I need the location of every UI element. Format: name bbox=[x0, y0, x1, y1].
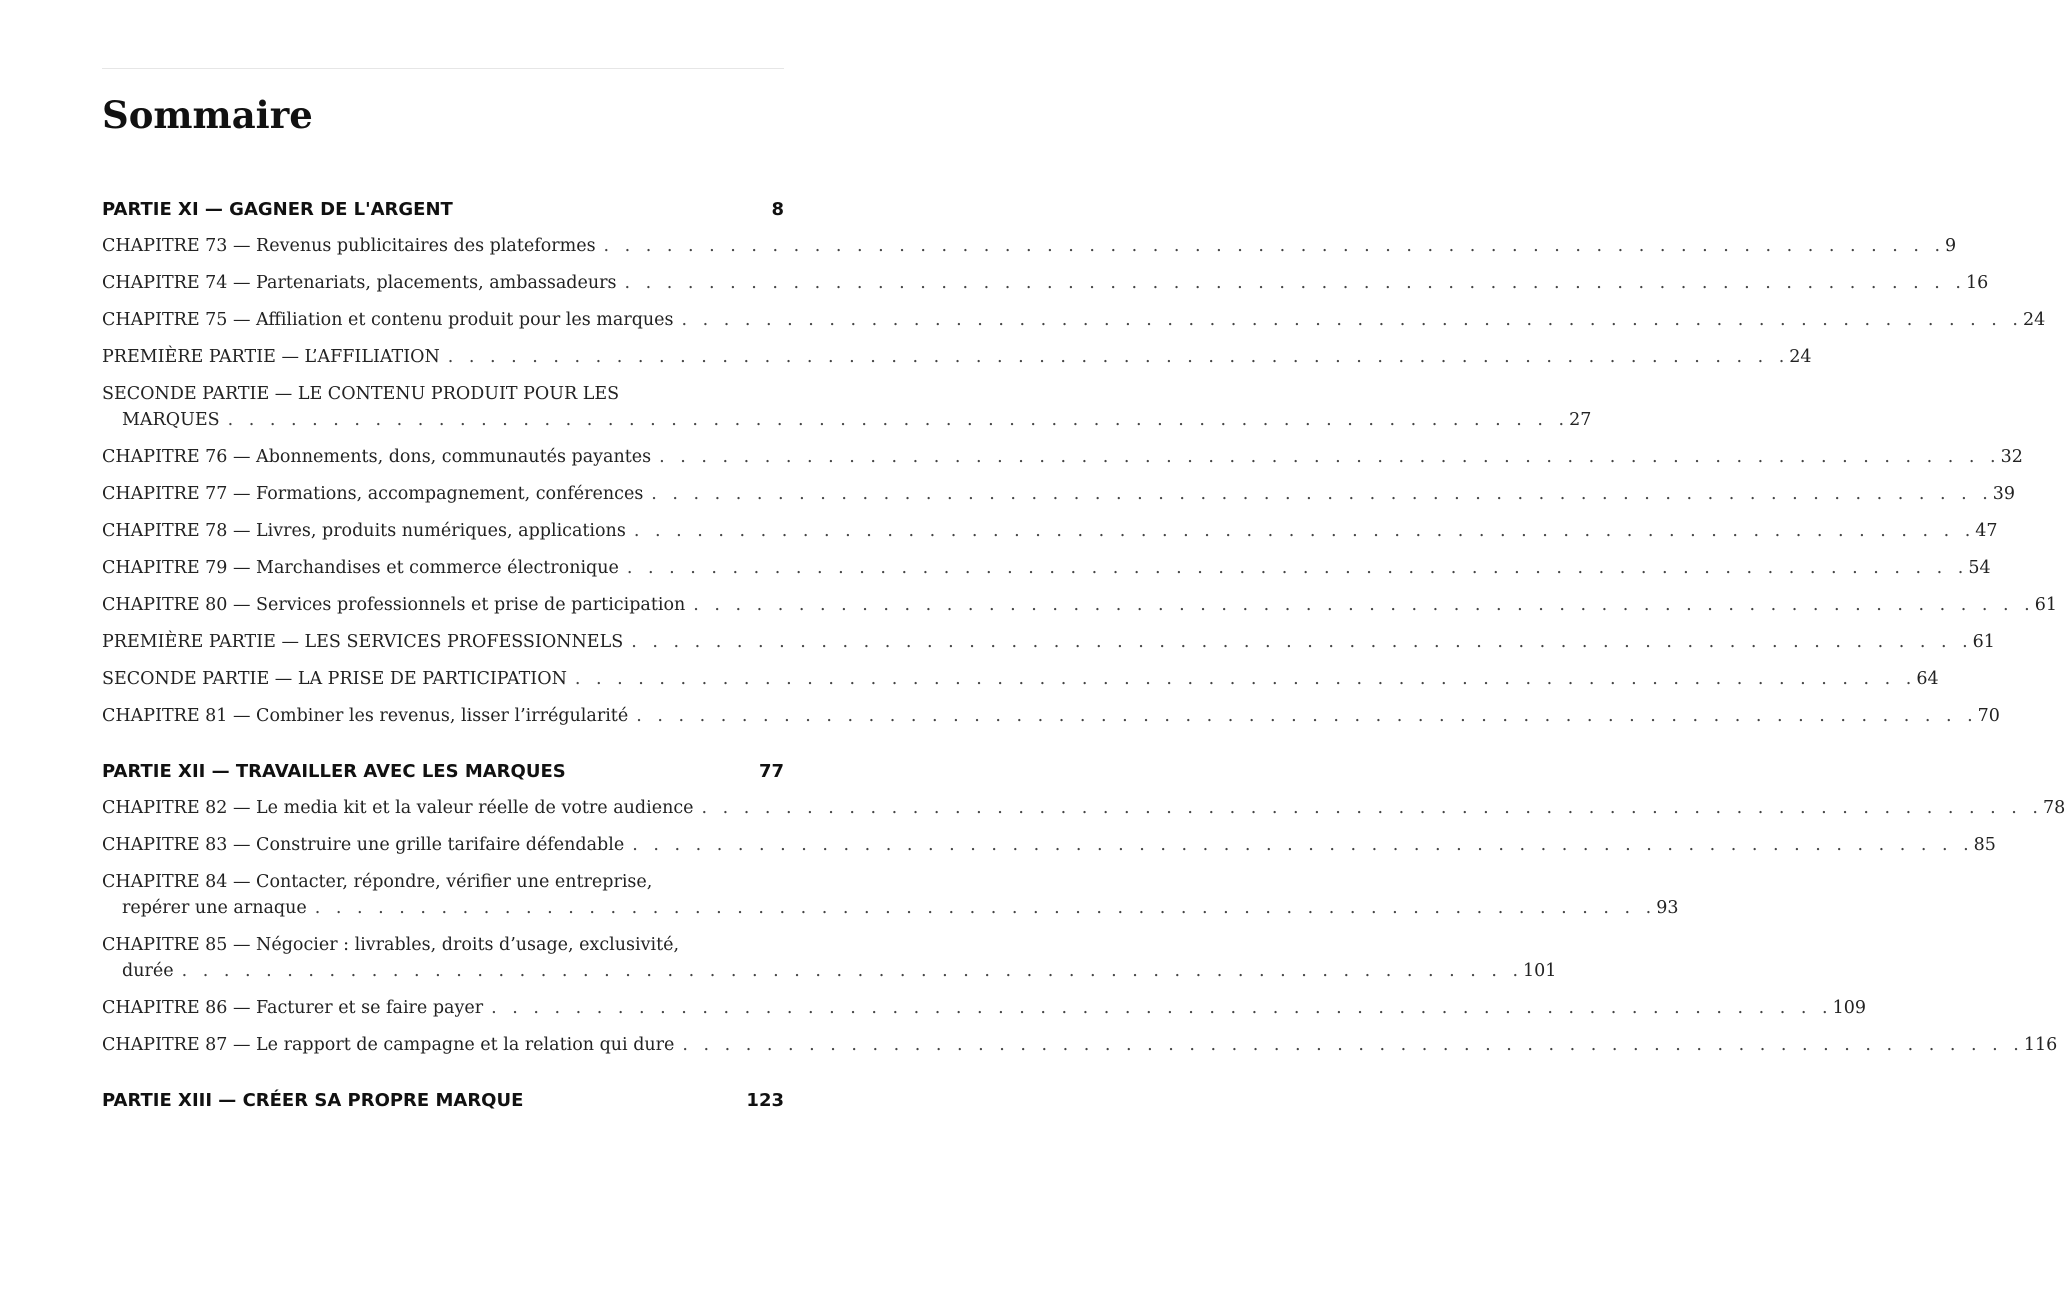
toc-entry-line bbox=[102, 592, 2058, 618]
toc-entry-page: 54 bbox=[1968, 558, 1991, 578]
dot-leader: . . . . . . . . . . . . . . . . . . . . . . . . . . . . . . . . . . . . . . . . . . . . . . . . . . . . . . . . . . . . . . . . bbox=[682, 1035, 2024, 1055]
toc-entry[interactable] bbox=[102, 307, 2046, 333]
toc-entry-page: 39 bbox=[1992, 484, 2016, 504]
toc-entry[interactable] bbox=[102, 555, 1991, 581]
toc-part-title: PARTIE XI — GAGNER DE L'ARGENT bbox=[102, 199, 453, 220]
dot-leader: . . . . . . . . . . . . . . . . . . . . . . . . . . . . . . . . . . . . . . . . . . . . . . . . . . . . . . . . . . . . . . . . bbox=[603, 236, 1946, 256]
dot-leader: . . . . . . . . . . . . . . . . . . . . . . . . . . . . . . . . . . . . . . . . . . . . . . . . . . . . . . . . . . . . . . . . bbox=[181, 961, 1524, 981]
toc-entry[interactable] bbox=[102, 381, 1592, 433]
toc-entry[interactable] bbox=[102, 629, 1995, 655]
toc-entry[interactable] bbox=[102, 592, 2058, 618]
dot-leader: . . . . . . . . . . . . . . . . . . . . . . . . . . . . . . . . . . . . . . . . . . . . . . . . . . . . . . . . . . . . . . . . bbox=[447, 347, 1790, 367]
toc-entry-page: 16 bbox=[1965, 273, 1989, 293]
toc-entry-line bbox=[102, 407, 1592, 433]
toc-entry-page: 93 bbox=[1656, 898, 1679, 918]
dot-leader: . . . . . . . . . . . . . . . . . . . . . . . . . . . . . . . . . . . . . . . . . . . . . . . . . . . . . . . . . . . . . . . . bbox=[574, 669, 1917, 689]
toc-entry-label: CHAPITRE 82 — Le media kit et la valeur réelle de votre audience bbox=[102, 798, 694, 818]
dot-leader: . . . . . . . . . . . . . . . . . . . . . . . . . . . . . . . . . . . . . . . . . . . . . . . . . . . . . . . . . . . . . . . . bbox=[651, 484, 1993, 504]
toc-entry-line bbox=[102, 1032, 2058, 1058]
dot-leader: . . . . . . . . . . . . . . . . . . . . . . . . . . . . . . . . . . . . . . . . . . . . . . . . . . . . . . . . . . . . . . . . bbox=[693, 595, 2035, 615]
toc-entry-page: 101 bbox=[1523, 961, 1557, 981]
toc-entry-page: 61 bbox=[2034, 595, 2058, 615]
toc-entry-line bbox=[102, 932, 784, 958]
toc-entry[interactable] bbox=[102, 932, 1557, 984]
toc-entry-label: CHAPITRE 81 — Combiner les revenus, lisser l’irrégularité bbox=[102, 706, 629, 726]
table-of-contents bbox=[102, 196, 2065, 1124]
toc-part-title: PARTIE XIII — CRÉER SA PROPRE MARQUE bbox=[102, 1090, 524, 1111]
toc-entry-line bbox=[102, 518, 1998, 544]
toc-entry-page: 24 bbox=[1789, 347, 1812, 367]
toc-entry-line bbox=[102, 869, 784, 895]
toc-entry-label: CHAPITRE 80 — Services professionnels et prise de participation bbox=[102, 595, 686, 615]
toc-entry-line bbox=[102, 995, 1866, 1021]
toc-entry-label: CHAPITRE 87 — Le rapport de campagne et la relation qui dure bbox=[102, 1035, 675, 1055]
toc-entry-line bbox=[102, 555, 1991, 581]
toc-entry[interactable] bbox=[102, 832, 1996, 858]
toc-entry-label: PREMIÈRE PARTIE — L’AFFILIATION bbox=[102, 347, 440, 367]
toc-entry-label: CHAPITRE 74 — Partenariats, placements, ambassadeurs bbox=[102, 273, 617, 293]
toc-entry[interactable] bbox=[102, 344, 1812, 370]
toc-entry[interactable] bbox=[102, 995, 1866, 1021]
toc-part-page: 8 bbox=[771, 199, 784, 220]
dot-leader: . . . . . . . . . . . . . . . . . . . . . . . . . . . . . . . . . . . . . . . . . . . . . . . . . . . . . . . . . . . . . . . . bbox=[631, 632, 1973, 652]
toc-entry[interactable] bbox=[102, 481, 2016, 507]
toc-entry-page: 78 bbox=[2042, 798, 2065, 818]
toc-entry-label: SECONDE PARTIE — LE CONTENU PRODUIT POUR LES bbox=[102, 384, 620, 404]
toc-part-heading[interactable] bbox=[102, 196, 784, 224]
toc-entry-label: CHAPITRE 86 — Facturer et se faire payer bbox=[102, 998, 484, 1018]
toc-entry-line bbox=[102, 666, 1939, 692]
dot-leader: . . . . . . . . . . . . . . . . . . . . . . . . . . . . . . . . . . . . . . . . . . . . . . . . . . . . . . . . . . . . . . . . bbox=[626, 558, 1969, 578]
toc-entry-label-continued: durée bbox=[122, 961, 174, 981]
toc-entry-line bbox=[102, 703, 2000, 729]
toc-entry-line bbox=[102, 444, 2023, 470]
toc-entry-line bbox=[102, 958, 1557, 984]
toc-entry-page: 64 bbox=[1916, 669, 1939, 689]
dot-leader: . . . . . . . . . . . . . . . . . . . . . . . . . . . . . . . . . . . . . . . . . . . . . . . . . . . . . . . . . . . . . . . . bbox=[681, 310, 2023, 330]
dot-leader: . . . . . . . . . . . . . . . . . . . . . . . . . . . . . . . . . . . . . . . . . . . . . . . . . . . . . . . . . . . . . . . . bbox=[636, 706, 1978, 726]
toc-entry-label: CHAPITRE 77 — Formations, accompagnement, conférences bbox=[102, 484, 644, 504]
toc-entry-label: CHAPITRE 84 — Contacter, répondre, vérifier une entreprise, bbox=[102, 872, 653, 892]
toc-entry[interactable] bbox=[102, 869, 1679, 921]
toc-entry[interactable] bbox=[102, 270, 1989, 296]
dot-leader: . . . . . . . . . . . . . . . . . . . . . . . . . . . . . . . . . . . . . . . . . . . . . . . . . . . . . . . . . . . . . . . . bbox=[624, 273, 1966, 293]
toc-entry-line bbox=[102, 795, 2065, 821]
toc-entry-line bbox=[102, 895, 1679, 921]
dot-leader: . . . . . . . . . . . . . . . . . . . . . . . . . . . . . . . . . . . . . . . . . . . . . . . . . . . . . . . . . . . . . . . . bbox=[701, 798, 2043, 818]
toc-entry-line bbox=[102, 344, 1812, 370]
toc-entry[interactable] bbox=[102, 233, 1957, 259]
dot-leader: . . . . . . . . . . . . . . . . . . . . . . . . . . . . . . . . . . . . . . . . . . . . . . . . . . . . . . . . . . . . . . . . bbox=[491, 998, 1833, 1018]
toc-entry[interactable] bbox=[102, 444, 2023, 470]
toc-entry[interactable] bbox=[102, 795, 2065, 821]
toc-part-heading[interactable] bbox=[102, 758, 784, 786]
toc-entry-label: CHAPITRE 79 — Marchandises et commerce électronique bbox=[102, 558, 619, 578]
toc-entry-label: CHAPITRE 73 — Revenus publicitaires des plateformes bbox=[102, 236, 596, 256]
toc-entry-label: SECONDE PARTIE — LA PRISE DE PARTICIPATION bbox=[102, 669, 567, 689]
toc-entry-page: 27 bbox=[1569, 410, 1592, 430]
toc-entry-page: 9 bbox=[1945, 236, 1957, 256]
dot-leader: . . . . . . . . . . . . . . . . . . . . . . . . . . . . . . . . . . . . . . . . . . . . . . . . . . . . . . . . . . . . . . . . bbox=[633, 521, 1976, 541]
toc-entry-page: 116 bbox=[2023, 1035, 2058, 1055]
toc-part-heading[interactable] bbox=[102, 1087, 784, 1115]
toc-entry-label-continued: MARQUES bbox=[122, 410, 220, 430]
top-divider bbox=[102, 68, 784, 69]
toc-entry-label: PREMIÈRE PARTIE — LES SERVICES PROFESSIONNELS bbox=[102, 632, 624, 652]
toc-entry-label: CHAPITRE 76 — Abonnements, dons, communautés payantes bbox=[102, 447, 652, 467]
toc-entry-label: CHAPITRE 85 — Négocier : livrables, droits d’usage, exclusivité, bbox=[102, 935, 680, 955]
toc-entry-line bbox=[102, 307, 2046, 333]
toc-entry[interactable] bbox=[102, 518, 1998, 544]
toc-entry-page: 47 bbox=[1975, 521, 1998, 541]
toc-entry-label: CHAPITRE 75 — Affiliation et contenu produit pour les marques bbox=[102, 310, 674, 330]
page-title: Sommaire bbox=[102, 93, 313, 137]
toc-entry-page: 32 bbox=[2000, 447, 2023, 467]
toc-entry-page: 70 bbox=[1977, 706, 2000, 726]
toc-entry-label: CHAPITRE 78 — Livres, produits numériques, applications bbox=[102, 521, 626, 541]
toc-entry-page: 109 bbox=[1832, 998, 1866, 1018]
toc-part-page: 123 bbox=[746, 1090, 784, 1111]
toc-entry[interactable] bbox=[102, 666, 1939, 692]
toc-entry[interactable] bbox=[102, 1032, 2058, 1058]
dot-leader: . . . . . . . . . . . . . . . . . . . . . . . . . . . . . . . . . . . . . . . . . . . . . . . . . . . . . . . . . . . . . . . . bbox=[314, 898, 1657, 918]
toc-entry-page: 24 bbox=[2022, 310, 2046, 330]
toc-entry-line bbox=[102, 381, 784, 407]
dot-leader: . . . . . . . . . . . . . . . . . . . . . . . . . . . . . . . . . . . . . . . . . . . . . . . . . . . . . . . . . . . . . . . . bbox=[227, 410, 1570, 430]
toc-entry-line bbox=[102, 481, 2016, 507]
toc-entry-line bbox=[102, 629, 1995, 655]
toc-entry-line bbox=[102, 270, 1989, 296]
toc-entry-page: 61 bbox=[1972, 632, 1995, 652]
dot-leader: . . . . . . . . . . . . . . . . . . . . . . . . . . . . . . . . . . . . . . . . . . . . . . . . . . . . . . . . . . . . . . . . bbox=[659, 447, 2001, 467]
toc-entry-line bbox=[102, 233, 1957, 259]
toc-entry-line bbox=[102, 832, 1996, 858]
toc-entry[interactable] bbox=[102, 703, 2000, 729]
toc-part-title: PARTIE XII — TRAVAILLER AVEC LES MARQUES bbox=[102, 761, 566, 782]
toc-entry-page: 85 bbox=[1973, 835, 1996, 855]
dot-leader: . . . . . . . . . . . . . . . . . . . . . . . . . . . . . . . . . . . . . . . . . . . . . . . . . . . . . . . . . . . . . . . . bbox=[632, 835, 1974, 855]
toc-entry-label: CHAPITRE 83 — Construire une grille tarifaire défendable bbox=[102, 835, 625, 855]
toc-entry-label-continued: repérer une arnaque bbox=[122, 898, 307, 918]
toc-part-page: 77 bbox=[758, 761, 784, 782]
